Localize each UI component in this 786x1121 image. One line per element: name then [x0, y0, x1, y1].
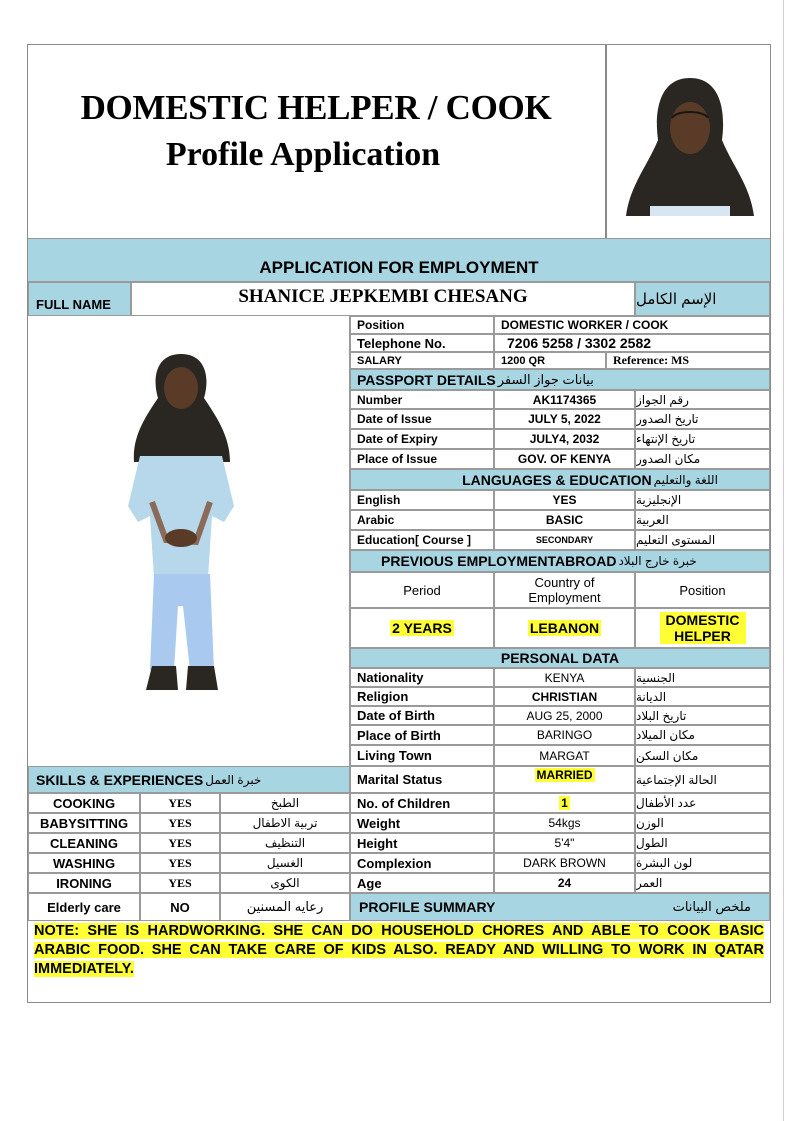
skills-section-title: SKILLS & EXPERIENCES	[36, 771, 204, 788]
profile-note	[34, 922, 764, 979]
skills-section-title-ar: خبرة العمل	[205, 772, 262, 787]
full-name-value: SHANICE JEPKEMBI CHESANG	[131, 282, 635, 316]
marital-status-value: MARRIED	[536, 768, 593, 782]
skill-ironing-label: IRONING	[28, 873, 140, 893]
profile-summary-title: PROFILE SUMMARY	[359, 899, 496, 915]
marital-status-cell	[494, 766, 635, 793]
skill-washing-label-ar: الغسيل	[220, 853, 350, 873]
religion-value: CHRISTIAN	[494, 687, 635, 706]
english-label: English	[350, 490, 494, 510]
dob-label-ar: تاريخ البلاد	[635, 706, 770, 725]
salary-label: SALARY	[350, 352, 494, 369]
previous-employment-title-ar: خبرة خارج البلاد	[618, 554, 697, 568]
previous-position-cell	[635, 608, 770, 648]
english-label-ar: الإنجليزية	[635, 490, 770, 510]
full-name-label-ar: الإسم الكامل	[635, 282, 770, 316]
age-label: Age	[350, 873, 494, 893]
nationality-label-ar: الجنسية	[635, 668, 770, 687]
full-body-photo	[28, 316, 350, 766]
page-subtitle: Profile Application	[165, 136, 441, 173]
age-label-ar: العمر	[635, 873, 770, 893]
weight-value: 54kgs	[494, 813, 635, 833]
position-header: Position	[635, 572, 770, 608]
children-value: 1	[561, 796, 568, 810]
arabic-value: BASIC	[494, 510, 635, 530]
profile-summary-header	[350, 893, 770, 921]
period-value: 2 YEARS	[392, 620, 452, 636]
religion-label: Religion	[350, 687, 494, 706]
nationality-label: Nationality	[350, 668, 494, 687]
pob-value: BARINGO	[494, 725, 635, 745]
living-town-label: Living Town	[350, 745, 494, 766]
children-cell	[494, 793, 635, 813]
page-title: DOMESTIC HELPER / COOK	[80, 88, 552, 127]
skill-babysitting-label-ar: تربية الاطفال	[220, 813, 350, 833]
living-town-value: MARGAT	[494, 745, 635, 766]
skill-elderly-label-ar: رعايه المسنين	[220, 893, 350, 921]
country-header: Country of Employment	[494, 572, 635, 608]
full-name-label: FULL NAME	[28, 282, 131, 316]
previous-employment-title: PREVIOUS EMPLOYMENTABROAD	[381, 553, 617, 569]
passport-expiry-label: Date of Expiry	[350, 429, 494, 449]
telephone-value: 7206 5258 / 3302 2582	[494, 334, 770, 352]
reference-value: Reference: MS	[606, 352, 770, 369]
languages-section-header	[350, 469, 770, 490]
right-edge-line	[783, 0, 784, 1121]
education-value: SECONDARY	[494, 530, 635, 550]
application-banner	[28, 238, 770, 282]
pob-label-ar: مكان الميلاد	[635, 725, 770, 745]
period-cell	[350, 608, 494, 648]
skill-elderly-value: NO	[140, 893, 220, 921]
skill-cooking-value: YES	[140, 793, 220, 813]
skill-ironing-value: YES	[140, 873, 220, 893]
header-divider	[605, 44, 607, 238]
english-value: YES	[494, 490, 635, 510]
weight-label: Weight	[350, 813, 494, 833]
passport-expiry-value: JULY4, 2032	[494, 429, 635, 449]
skill-cleaning-value: YES	[140, 833, 220, 853]
height-label-ar: الطول	[635, 833, 770, 853]
profile-summary-title-ar: ملخص البيانات	[672, 899, 751, 914]
country-cell	[494, 608, 635, 648]
skill-cooking-label: COOKING	[28, 793, 140, 813]
height-label: Height	[350, 833, 494, 853]
skill-cleaning-label-ar: التنظيف	[220, 833, 350, 853]
arabic-label-ar: العربية	[635, 510, 770, 530]
weight-label-ar: الوزن	[635, 813, 770, 833]
passport-issue-value: JULY 5, 2022	[494, 409, 635, 429]
pob-label: Place of Birth	[350, 725, 494, 745]
education-label: Education[ Course ]	[350, 530, 494, 550]
skill-cleaning-label: CLEANING	[28, 833, 140, 853]
children-label: No. of Children	[350, 793, 494, 813]
skills-section-header	[28, 766, 350, 793]
passport-issue-label: Date of Issue	[350, 409, 494, 429]
passport-number-value: AK1174365	[494, 390, 635, 409]
passport-number-label: Number	[350, 390, 494, 409]
personal-data-header: PERSONAL DATA	[350, 648, 770, 668]
profile-note-text: NOTE: SHE IS HARDWORKING. SHE CAN DO HOUSEHOLD CHORES AND ABLE TO COOK BASIC ARABIC FOOD. SHE CAN TAKE CARE OF KIDS ALSO. READY AND WILLING TO WORK IN QATAR IMMEDIATELY.	[34, 923, 764, 977]
position-value: DOMESTIC WORKER / COOK	[494, 316, 770, 334]
education-label-ar: المستوى التعليم	[635, 530, 770, 550]
dob-label: Date of Birth	[350, 706, 494, 725]
position-label: Position	[350, 316, 494, 334]
age-value: 24	[494, 873, 635, 893]
languages-section-title: LANGUAGES & EDUCATION	[462, 471, 652, 488]
nationality-value: KENYA	[494, 668, 635, 687]
arabic-label: Arabic	[350, 510, 494, 530]
complexion-value: DARK BROWN	[494, 853, 635, 873]
dob-value: AUG 25, 2000	[494, 706, 635, 725]
languages-section-title-ar: اللغة والتعليم	[653, 472, 718, 487]
marital-status-label: Marital Status	[350, 766, 494, 793]
previous-position-value: DOMESTIC HELPER	[660, 612, 746, 644]
passport-issue-label-ar: تاريخ الصدور	[635, 409, 770, 429]
skill-babysitting-value: YES	[140, 813, 220, 833]
passport-section-title: PASSPORT DETAILS	[357, 371, 496, 388]
skill-washing-label: WASHING	[28, 853, 140, 873]
height-value: 5'4"	[494, 833, 635, 853]
passport-place-label-ar: مكان الصدور	[635, 449, 770, 469]
religion-label-ar: الديانة	[635, 687, 770, 706]
passport-section-header	[350, 369, 770, 390]
telephone-label: Telephone No.	[350, 334, 494, 352]
skill-elderly-label: Elderly care	[28, 893, 140, 921]
passport-expiry-label-ar: تاريخ الإنتهاء	[635, 429, 770, 449]
country-value: LEBANON	[529, 620, 600, 636]
complexion-label-ar: لون البشرة	[635, 853, 770, 873]
application-banner-text: APPLICATION FOR EMPLOYMENT	[259, 258, 539, 277]
children-label-ar: عدد الأطفال	[635, 793, 770, 813]
passport-section-title-ar: بيانات جواز السفر	[497, 371, 594, 387]
skill-washing-value: YES	[140, 853, 220, 873]
skill-ironing-label-ar: الكوى	[220, 873, 350, 893]
period-header: Period	[350, 572, 494, 608]
complexion-label: Complexion	[350, 853, 494, 873]
skill-babysitting-label: BABYSITTING	[28, 813, 140, 833]
living-town-label-ar: مكان السكن	[635, 745, 770, 766]
skill-cooking-label-ar: الطبخ	[220, 793, 350, 813]
previous-employment-header	[350, 550, 770, 572]
marital-status-label-ar: الحالة الإجتماعية	[635, 766, 770, 793]
portrait-photo	[620, 70, 760, 216]
salary-value: 1200 QR	[494, 352, 606, 369]
passport-place-label: Place of Issue	[350, 449, 494, 469]
passport-number-label-ar: رقم الجواز	[635, 390, 770, 409]
passport-place-value: GOV. OF KENYA	[494, 449, 635, 469]
